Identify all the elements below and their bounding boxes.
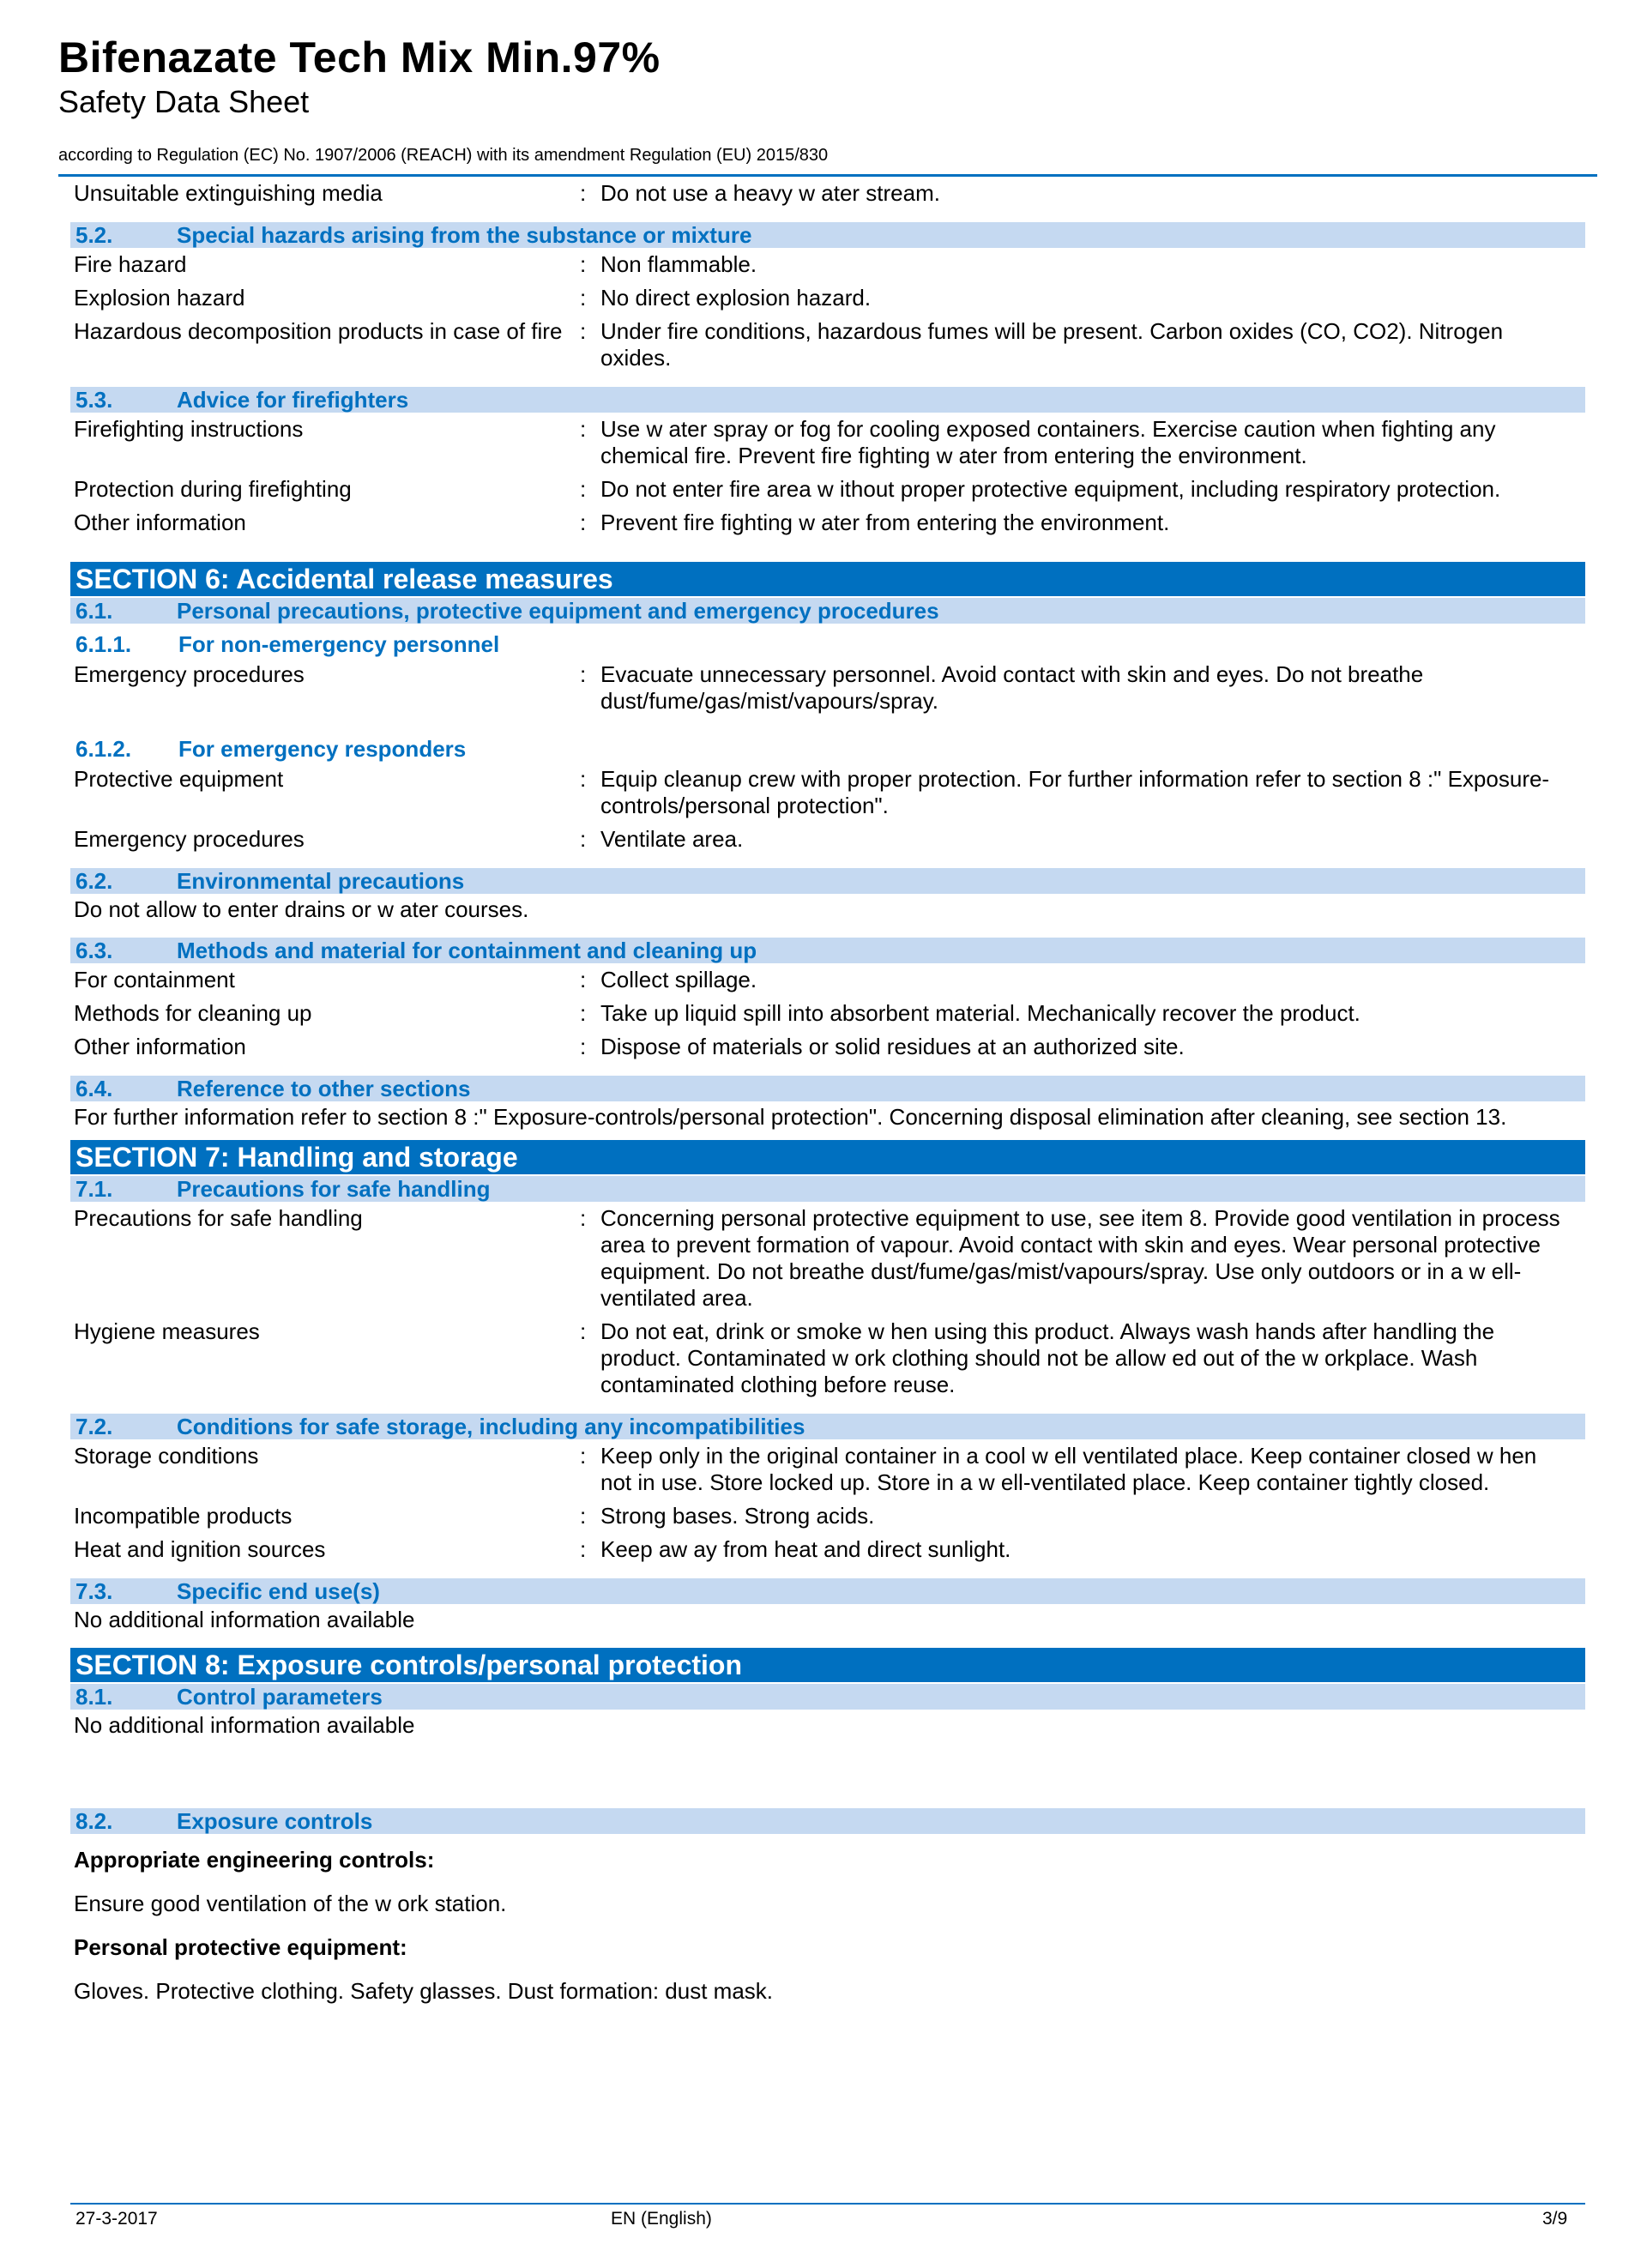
field-row: Precautions for safe handling : Concerning personal protective equipment to use, see item 8. Provide good ventilation in process area to prevent formation of vapour. Avoid contact with skin and eyes. Wear personal protective equipment. Do not breathe dust/fume/gas/mist/vapours/spray. Use only outdoors or in a w ell-ventilated area.: [70, 1202, 1585, 1315]
subsection-title: Environmental precautions: [177, 868, 465, 894]
subsection-number: 6.2.: [75, 868, 113, 894]
field-label: Protection during firefighting: [74, 476, 352, 502]
field-label: For containment: [74, 967, 235, 992]
field-label: Storage conditions: [74, 1443, 259, 1469]
subsection-number: 5.2.: [75, 222, 113, 248]
subsection-title: Specific end use(s): [177, 1578, 380, 1604]
field-row: Other information : Prevent fire fighting w ater from entering the environment.: [70, 506, 1585, 540]
field-label: Methods for cleaning up: [74, 1000, 312, 1026]
field-row: Methods for cleaning up : Take up liquid spill into absorbent material. Mechanically recover the product.: [70, 997, 1585, 1030]
subsection-number: 8.2.: [75, 1808, 113, 1834]
field-label: Explosion hazard: [74, 285, 245, 311]
field-row: Explosion hazard : No direct explosion hazard.: [70, 281, 1585, 315]
subsection-number: 8.1.: [75, 1684, 113, 1710]
field-label: Emergency procedures: [74, 826, 305, 852]
paragraph: For further information refer to section 8 :" Exposure-controls/personal protection". Concerning disposal elimination after cleaning, see section 13.: [74, 1104, 1507, 1130]
subsection-title: Personal precautions, protective equipment and emergency procedures: [177, 598, 939, 624]
section-header-6: SECTION 6: Accidental release measures: [70, 562, 1585, 596]
subsection-header-7-1: [70, 1176, 1585, 1202]
field-row: Unsuitable extinguishing media : Do not use a heavy w ater stream.: [70, 177, 1585, 210]
field-label: Firefighting instructions: [74, 416, 304, 442]
field-value: Use w ater spray or fog for cooling exposed containers. Exercise caution when fighting any chemical fire. Prevent fire fighting w ater from entering the environment.: [600, 416, 1496, 468]
subsection-header-5-2: [70, 222, 1585, 248]
document-title: Bifenazate Tech Mix Min.97%: [58, 33, 661, 81]
subsection-title: Special hazards arising from the substance or mixture: [177, 222, 752, 248]
subsection-number: 7.2.: [75, 1414, 113, 1439]
footer-page-number: 3/9: [1542, 2209, 1568, 2229]
subsection-header-6-2: [70, 868, 1585, 894]
field-label: Other information: [74, 510, 246, 535]
field-value: Dispose of materials or solid residues at an authorized site.: [600, 1034, 1185, 1059]
minor-title: For non-emergency personnel: [178, 631, 500, 657]
field-value: Non flammable.: [600, 251, 757, 277]
field-value: Keep only in the original container in a cool w ell ventilated place. Keep container closed w hen not in use. Store locked up. Store in a w ell-ventilated place. Keep container tightly closed.: [600, 1443, 1537, 1495]
field-row: Hygiene measures : Do not eat, drink or smoke w hen using this product. Always wash hands after handling the product. Contaminated w ork clothing should not be allow ed out of the w orkplace. Wash contaminated clothing before reuse.: [70, 1315, 1585, 1402]
field-value: Do not enter fire area w ithout proper protective equipment, including respiratory protection.: [600, 476, 1501, 502]
field-label: Hygiene measures: [74, 1318, 260, 1344]
field-row: Incompatible products : Strong bases. Strong acids.: [70, 1499, 1585, 1533]
field-value: Do not eat, drink or smoke w hen using this product. Always wash hands after handling the product. Contaminated w ork clothing should not be allow ed out of the w orkplace. Wash contaminated clothing before reuse.: [600, 1318, 1495, 1397]
subsection-number: 6.1.: [75, 598, 113, 624]
section-header-8: SECTION 8: Exposure controls/personal protection: [70, 1648, 1585, 1682]
field-label: Hazardous decomposition products in case of fire: [74, 318, 563, 344]
subsection-number: 5.3.: [75, 387, 113, 413]
field-row: Heat and ignition sources : Keep aw ay from heat and direct sunlight.: [70, 1533, 1585, 1566]
field-label: Protective equipment: [74, 766, 284, 792]
field-label: Incompatible products: [74, 1503, 293, 1529]
field-value: Under fire conditions, hazardous fumes will be present. Carbon oxides (CO, CO2). Nitrogen oxides.: [600, 318, 1504, 371]
paragraph: No additional information available: [74, 1607, 415, 1632]
subsection-header-6-4: [70, 1076, 1585, 1101]
footer-divider: [70, 2203, 1585, 2205]
field-value: Ventilate area.: [600, 826, 744, 852]
footer-language: EN (English): [611, 2209, 712, 2229]
field-value: Collect spillage.: [600, 967, 757, 992]
subsection-number: 7.3.: [75, 1578, 113, 1604]
field-value: Strong bases. Strong acids.: [600, 1503, 875, 1529]
subsection-number: 7.1.: [75, 1176, 113, 1202]
field-value: Concerning personal protective equipment to use, see item 8. Provide good ventilation in process area to prevent formation of vapour. Avoid contact with skin and eyes. Wear personal protective equipment. Do not breathe dust/fume/gas/mist/vapours/spray. Use only outdoors or in a w ell-ventilated area.: [600, 1205, 1560, 1311]
field-row: Storage conditions : Keep only in the original container in a cool w ell ventilated place. Keep container closed w hen not in use. Store locked up. Store in a w ell-ventilated place. Keep container tightly closed.: [70, 1439, 1585, 1499]
minor-title: For emergency responders: [178, 736, 467, 762]
minor-header-6-1-1: [70, 630, 1585, 658]
subsection-header-7-2: [70, 1414, 1585, 1439]
subsection-title: Precautions for safe handling: [177, 1176, 491, 1202]
subsection-title: Exposure controls: [177, 1808, 373, 1834]
field-row: Emergency procedures : Ventilate area.: [70, 823, 1585, 856]
field-value: Keep aw ay from heat and direct sunlight.: [600, 1536, 1011, 1562]
subsection-header-8-2: [70, 1808, 1585, 1834]
minor-number: 6.1.2.: [75, 736, 132, 762]
subsection-title: Control parameters: [177, 1684, 383, 1710]
field-label: Unsuitable extinguishing media: [74, 180, 383, 206]
footer-date: 27-3-2017: [75, 2209, 158, 2229]
subsection-title: Reference to other sections: [177, 1076, 471, 1101]
subsection-title: Conditions for safe storage, including any incompatibilities: [177, 1414, 805, 1439]
field-value: Evacuate unnecessary personnel. Avoid contact with skin and eyes. Do not breathe dust/fume/gas/mist/vapours/spray.: [600, 661, 1424, 714]
field-value: Prevent fire fighting w ater from entering the environment.: [600, 510, 1170, 535]
document-body: [70, 177, 1585, 2007]
field-label: Fire hazard: [74, 251, 187, 277]
field-row: Emergency procedures : Evacuate unnecessary personnel. Avoid contact with skin and eyes. Do not breathe dust/fume/gas/mist/vapours/spray.: [70, 658, 1585, 718]
subsection-number: 6.4.: [75, 1076, 113, 1101]
field-value: Equip cleanup crew with proper protection. For further information refer to section 8 :" Exposure-controls/personal protection".: [600, 766, 1550, 818]
subsection-header-8-1: [70, 1684, 1585, 1710]
minor-header-6-1-2: [70, 735, 1585, 763]
ppe-text: Gloves. Protective clothing. Safety glasses. Dust formation: dust mask.: [74, 1978, 774, 2004]
section-header-7: SECTION 7: Handling and storage: [70, 1140, 1585, 1174]
field-value: Take up liquid spill into absorbent material. Mechanically recover the product.: [600, 1000, 1360, 1026]
field-value: No direct explosion hazard.: [600, 285, 872, 311]
field-row: Hazardous decomposition products in case of fire : Under fire conditions, hazardous fumes will be present. Carbon oxides (CO, CO2). Nitrogen oxides.: [70, 315, 1585, 375]
field-row: Protective equipment : Equip cleanup crew with proper protection. For further information refer to section 8 :" Exposure-controls/personal protection".: [70, 763, 1585, 823]
paragraph: No additional information available: [74, 1712, 415, 1738]
field-row: Fire hazard : Non flammable.: [70, 248, 1585, 281]
document-subtitle: Safety Data Sheet: [58, 84, 310, 119]
engineering-controls-heading: Appropriate engineering controls:: [74, 1847, 435, 1873]
subsection-title: Advice for firefighters: [177, 387, 409, 413]
field-value: Do not use a heavy w ater stream.: [600, 180, 940, 206]
minor-number: 6.1.1.: [75, 631, 132, 657]
field-label: Other information: [74, 1034, 246, 1059]
subsection-header-6-1: [70, 598, 1585, 624]
subsection-header-7-3: [70, 1578, 1585, 1604]
field-label: Precautions for safe handling: [74, 1205, 363, 1231]
subsection-header-5-3: [70, 387, 1585, 413]
ppe-heading: Personal protective equipment:: [74, 1934, 407, 1960]
field-label: Emergency procedures: [74, 661, 305, 687]
subsection-number: 6.3.: [75, 938, 113, 963]
paragraph: Do not allow to enter drains or w ater courses.: [74, 896, 529, 922]
field-row: Other information : Dispose of materials or solid residues at an authorized site.: [70, 1030, 1585, 1064]
field-label: Heat and ignition sources: [74, 1536, 326, 1562]
field-row: Protection during firefighting : Do not enter fire area w ithout proper protective equipment, including respiratory protection.: [70, 473, 1585, 506]
engineering-controls-text: Ensure good ventilation of the w ork station.: [74, 1891, 507, 1916]
field-row: For containment : Collect spillage.: [70, 963, 1585, 997]
subsection-title: Methods and material for containment and cleaning up: [177, 938, 757, 963]
field-row: Firefighting instructions : Use w ater spray or fog for cooling exposed containers. Exercise caution when fighting any chemical fire. Prevent fire fighting w ater from entering the environment.: [70, 413, 1585, 473]
regulation-note: according to Regulation (EC) No. 1907/2006 (REACH) with its amendment Regulation (EU) 2015/830: [58, 146, 829, 165]
subsection-header-6-3: [70, 938, 1585, 963]
